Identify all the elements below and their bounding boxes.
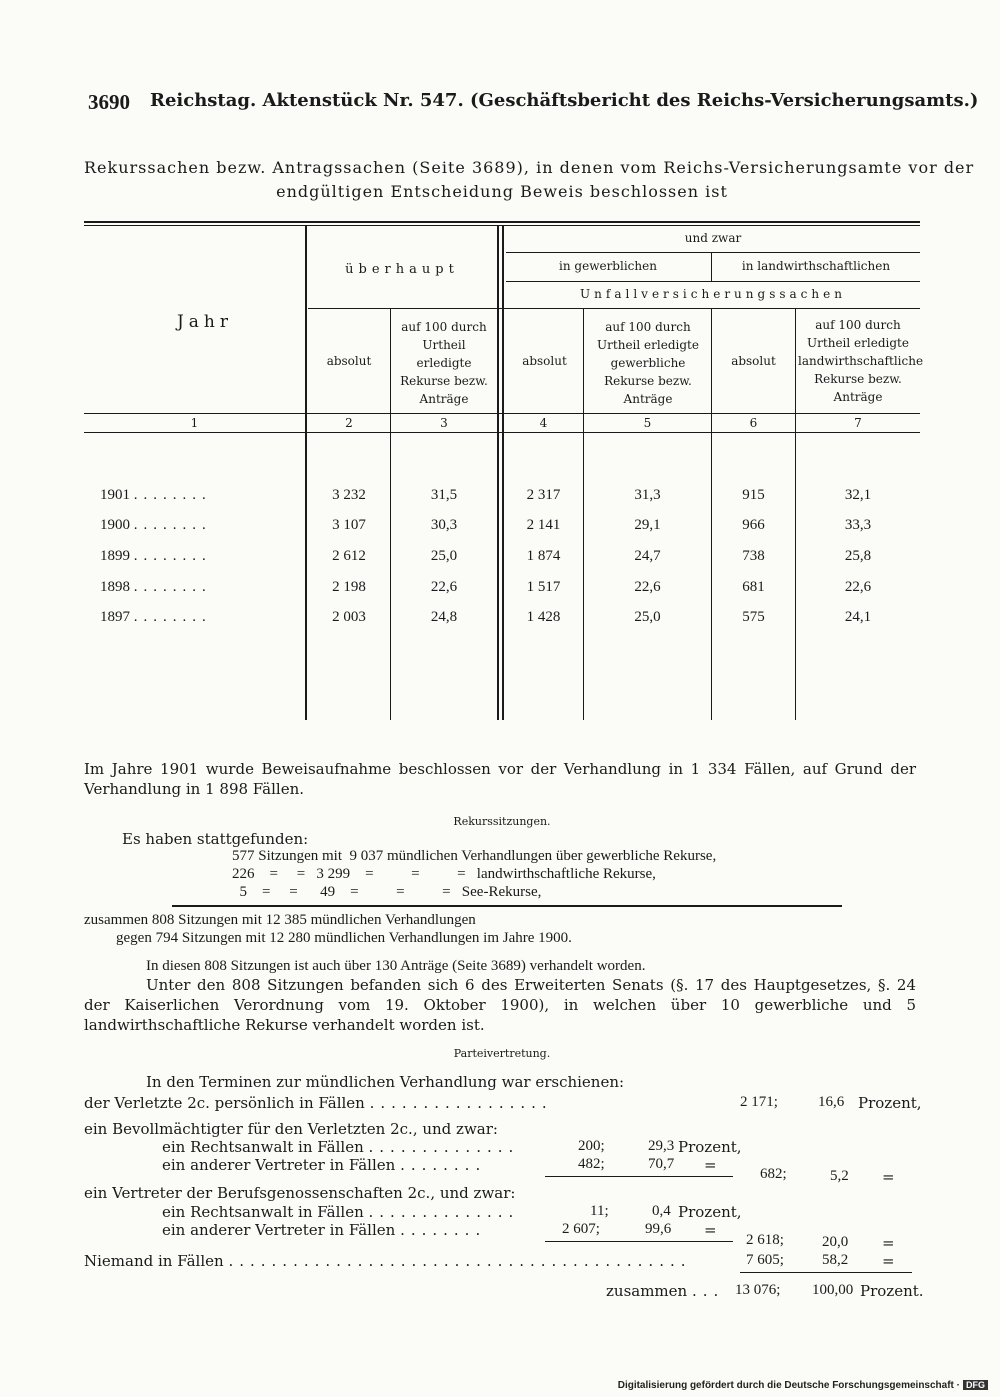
cell: 2 198 (332, 579, 366, 595)
cell: 738 (742, 548, 765, 564)
header-jahr: Jahr (176, 312, 234, 332)
berufs-total-unit: = (882, 1234, 895, 1252)
year-cell: 1900 ........ (100, 517, 212, 533)
vline-3a (497, 226, 499, 720)
header-gewerblich: in gewerblichen (559, 259, 657, 273)
header-col3: auf 100 durch Urtheil erledigte Rekurse bezw. Anträge (400, 320, 488, 406)
colnum-4: 4 (539, 416, 548, 430)
cell: 33,3 (844, 517, 872, 533)
value: 2 171; (740, 1094, 778, 1110)
header-absolut-4: absolut (522, 354, 567, 368)
header-col7: auf 100 durch Urtheil erledigte landwirthschaftliche Rekurse bezw. Anträge (798, 318, 924, 404)
vline-3b (502, 226, 504, 720)
value: 200; (578, 1138, 605, 1154)
cell: 24,7 (634, 548, 661, 564)
pct: 70,7 (648, 1156, 675, 1172)
header-landwirth: in landwirthschaftlichen (741, 259, 891, 273)
cell: 25,0 (634, 609, 661, 625)
paragraph-beweisaufnahme: Im Jahre 1901 wurde Beweisaufnahme beschlossen vor der Verhandlung in 1 334 Fällen, auf Grund der Verhandlung in 1 898 Fällen. (84, 760, 916, 798)
partei-intro: In den Terminen zur mündlichen Verhandlung war erschienen: (146, 1073, 625, 1091)
cell: 32,1 (844, 487, 872, 503)
colnum-5: 5 (643, 416, 652, 430)
cell: 3 107 (332, 517, 366, 533)
cell: 24,1 (844, 609, 872, 625)
label: ein Rechtsanwalt in Fällen (162, 1138, 364, 1156)
page-number: 3690 (88, 90, 130, 114)
table-caption-line1: Rekurssachen bezw. Antragssachen (Seite 3689), in denen vom Reichs-Versicherungsamte vor der (84, 158, 975, 177)
rekurs-line-2: 226 = = 3 299 = = = landwirthschaftliche Rekurse, (232, 866, 656, 882)
pct: 29,3 (648, 1138, 675, 1154)
cell: 29,1 (634, 517, 661, 533)
bevoll-sum-rule (545, 1176, 733, 1177)
rekurs-intro: Es haben stattgefunden: (122, 830, 309, 848)
cell: 2 141 (526, 517, 561, 533)
colnum-7: 7 (854, 416, 862, 430)
zusammen-rule (740, 1272, 912, 1273)
footer-text: Digitalisierung gefördert durch die Deutsche Forschungsgemeinschaft (617, 1380, 954, 1391)
header-ueberhaupt: überhaupt (345, 262, 459, 277)
berufs-total: 2 618; (746, 1232, 784, 1248)
unit: Prozent, (678, 1138, 742, 1156)
pct: 16,6 (818, 1094, 845, 1110)
unit: = (882, 1252, 895, 1270)
table-top-rule (84, 221, 920, 223)
label: zusammen (606, 1282, 688, 1300)
pct: 0,4 (652, 1203, 671, 1219)
rekurs-sum-rule (172, 905, 842, 907)
cell: 30,3 (430, 517, 458, 533)
year-cell: 1899 ........ (100, 548, 212, 564)
value: 13 076; (735, 1282, 781, 1298)
unit: Prozent, (678, 1203, 742, 1221)
colnum-2: 2 (345, 416, 353, 430)
heading-rekurssitzungen: Rekurssitzungen. (453, 815, 551, 828)
rekurs-para-3: Unter den 808 Sitzungen befanden sich 6 des Erweiterten Senats (§. 17 des Hauptgesetzes, §. 24 der Kaiserlichen Verordnung vom 19. Oktober 1900), in welchen über 10 gewerbliche und 5 landwirthschaftliche Rekurse verhandelt worden ist. (84, 976, 916, 1034)
header-col5: auf 100 durch Urtheil erledigte gewerbliche Rekurse bezw. Anträge (597, 320, 699, 406)
unit: Prozent, (858, 1094, 922, 1112)
cell: 1 428 (526, 609, 561, 625)
rekurs-para-2: In diesen 808 Sitzungen ist auch über 130 Anträge (Seite 3689) verhandelt worden. (146, 958, 646, 974)
bevoll-total-pct: 5,2 (830, 1168, 849, 1184)
value: 482; (578, 1156, 605, 1172)
table-caption-line2: endgültigen Entscheidung Beweis beschlossen ist (276, 182, 728, 201)
unit: = (704, 1221, 717, 1239)
cell: 1 874 (526, 548, 561, 564)
label: ein anderer Vertreter in Fällen (162, 1221, 396, 1239)
cell: 25,8 (844, 548, 872, 564)
year-cell: 1901 ........ (100, 487, 212, 503)
colnum-6: 6 (749, 416, 758, 430)
cell: 966 (742, 517, 765, 533)
dfg-logo-icon: DFG (963, 1380, 988, 1390)
cell: 22,6 (844, 579, 872, 595)
cell: 1 517 (526, 579, 561, 595)
cell: 25,0 (430, 548, 458, 564)
label: Niemand in Fällen (84, 1252, 224, 1270)
cell: 3 232 (332, 487, 366, 503)
pct: 58,2 (822, 1252, 849, 1268)
berufs-label: ein Vertreter der Berufsgenossenschaften 2c., und zwar: (84, 1184, 516, 1202)
colnum-1: 1 (190, 416, 199, 430)
value: 11; (590, 1203, 609, 1219)
header-absolut-6: absolut (731, 354, 776, 368)
bevoll-label: ein Bevollmächtigter für den Verletzten 2c., und zwar: (84, 1120, 498, 1138)
value: 2 607; (562, 1221, 600, 1237)
bevoll-total-unit: = (882, 1168, 895, 1186)
year-cell: 1897 ........ (100, 609, 212, 625)
rekurs-sum-2: gegen 794 Sitzungen mit 12 280 mündlichen Verhandlungen im Jahre 1900. (116, 930, 572, 946)
value: 7 605; (746, 1252, 784, 1268)
unit: = (704, 1156, 717, 1174)
cell: 915 (742, 487, 765, 503)
header-und-zwar: und zwar (684, 231, 742, 245)
rekurs-sum-1: zusammen 808 Sitzungen mit 12 385 mündlichen Verhandlungen (84, 912, 476, 928)
year-cell: 1898 ........ (100, 579, 212, 595)
footer-credit: Digitalisierung gefördert durch die Deutsche Forschungsgemeinschaft · DFG (618, 1380, 988, 1391)
page-title: Reichstag. Aktenstück Nr. 547. (Geschäftsbericht des Reichs-Versicherungsamts.) (150, 90, 979, 111)
cell: 575 (742, 609, 765, 625)
vline-4 (583, 308, 584, 720)
unit: Prozent. (860, 1282, 924, 1300)
vline-2 (390, 308, 391, 720)
und-zwar-rule (506, 252, 920, 253)
cell: 31,5 (430, 487, 458, 503)
page-header (88, 90, 979, 115)
berufs-sum-rule (545, 1241, 733, 1242)
cell: 22,6 (430, 579, 458, 595)
vline-6 (795, 308, 796, 720)
label: ein Rechtsanwalt in Fällen (162, 1203, 364, 1221)
cell: 22,6 (634, 579, 661, 595)
cell: 681 (742, 579, 765, 595)
cell: 2 317 (526, 487, 561, 503)
rekurs-line-3: 5 = = 49 = = = See-Rekurse, (232, 884, 542, 900)
bevoll-total: 682; (760, 1166, 787, 1182)
label: der Verletzte 2c. persönlich in Fällen (84, 1094, 365, 1112)
cell: 24,8 (430, 609, 458, 625)
vline-1 (305, 226, 307, 720)
label: ein anderer Vertreter in Fällen (162, 1156, 396, 1174)
sub-rule (506, 281, 920, 282)
cell: 2 612 (332, 548, 366, 564)
berufs-total-pct: 20,0 (822, 1234, 849, 1250)
cell: 31,3 (634, 487, 661, 503)
header-unfall: Unfallversicherungssachen (580, 287, 846, 301)
pct: 99,6 (645, 1221, 672, 1237)
pct: 100,00 (812, 1282, 854, 1298)
heading-parteivertretung: Parteivertretung. (453, 1047, 551, 1060)
rekurs-line-1: 577 Sitzungen mit 9 037 mündlichen Verhandlungen über gewerbliche Rekurse, (232, 848, 717, 864)
colnum-3: 3 (440, 416, 448, 430)
header-absolut-2: absolut (326, 354, 372, 368)
unfall-rule (308, 308, 920, 309)
cell: 2 003 (332, 609, 366, 625)
